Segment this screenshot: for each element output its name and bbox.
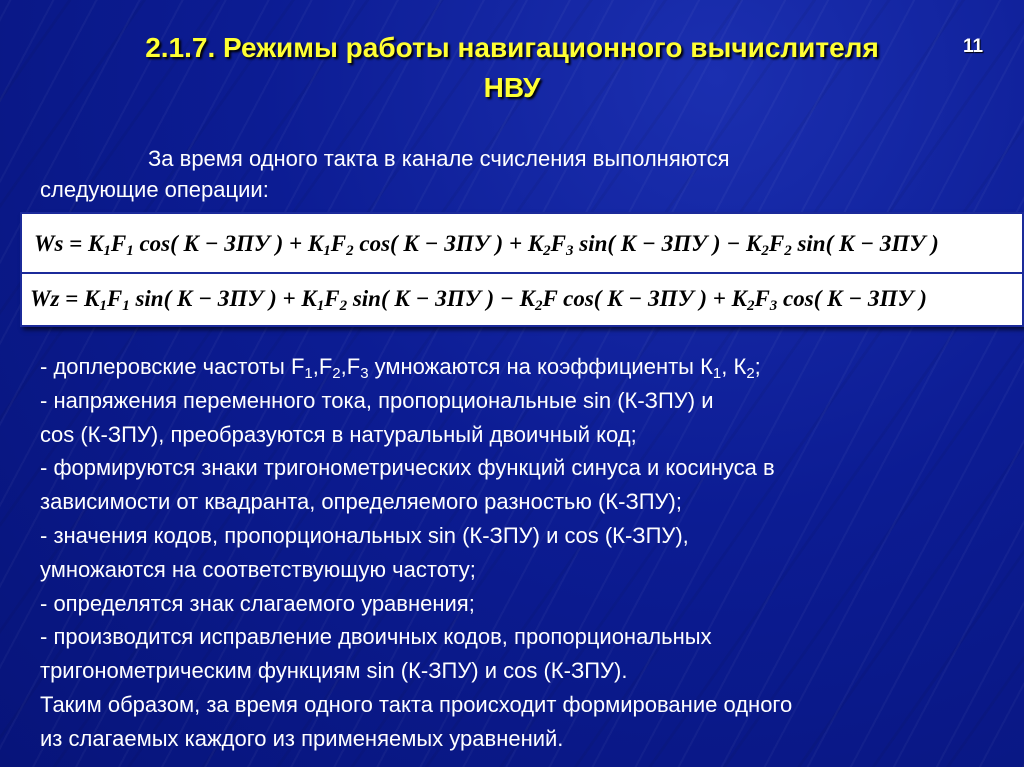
list-item: - напряжения переменного тока, пропорциональные sin (К-ЗПУ) и	[40, 387, 714, 413]
intro-paragraph	[40, 143, 1000, 205]
title-line-2: НВУ	[483, 72, 541, 103]
list-item-cont: умножаются на соответствующую частоту;	[40, 556, 476, 582]
formula-ws: $Ws = K_1F_1$ cos( K − ЗПУ ) + $K_1F_2$ cos( K − ЗПУ ) + $K_2F_3$ sin( K − ЗПУ ) − $K_2F_2$ sin( K − ЗПУ )	[34, 231, 939, 259]
list-item: - доплеровские частоты $F_1,F_2,F_3$ умножаются на коэффициенты $К_1$, $К_2$;	[40, 354, 761, 382]
list-item: - формируются знаки тригонометрических функций синуса и косинуса в	[40, 455, 775, 481]
formula-box	[20, 212, 1024, 327]
title-line-1: 2.1.7. Режимы работы навигационного вычислителя	[145, 32, 879, 63]
list-item: - определятся знак слагаемого уравнения;	[40, 590, 475, 616]
formula-wz: $Wz = K_1F_1$ sin( K − ЗПУ ) + $K_1F_2$ sin( K − ЗПУ ) − $K_2F$ cos( K − ЗПУ ) + $K_2F_3$ cos( K − ЗПУ )	[30, 286, 927, 314]
intro-line-1: За время одного такта в канале счисления выполняются	[148, 146, 730, 171]
slide-title	[0, 28, 1024, 108]
slide-number: 11	[963, 36, 984, 57]
list-item-cont: зависимости от квадранта, определяемого разностью (К-ЗПУ);	[40, 489, 682, 515]
formula-divider	[22, 272, 1022, 274]
conclusion-line-1: Таким образом, за время одного такта происходит формирование одного	[40, 691, 793, 717]
list-item: - значения кодов, пропорциональных sin (К-ЗПУ) и cos (К-ЗПУ),	[40, 522, 689, 548]
list-item: - производится исправление двоичных кодов, пропорциональных	[40, 624, 712, 650]
list-item-cont: cos (К-ЗПУ), преобразуются в натуральный двоичный код;	[40, 421, 637, 447]
list-item-cont: тригонометрическим функциям sin (К-ЗПУ) и cos (К-ЗПУ).	[40, 658, 628, 684]
conclusion-line-2: из слагаемых каждого из применяемых уравнений.	[40, 725, 564, 751]
operations-list	[40, 350, 1015, 756]
intro-line-2: следующие операции:	[40, 177, 269, 202]
